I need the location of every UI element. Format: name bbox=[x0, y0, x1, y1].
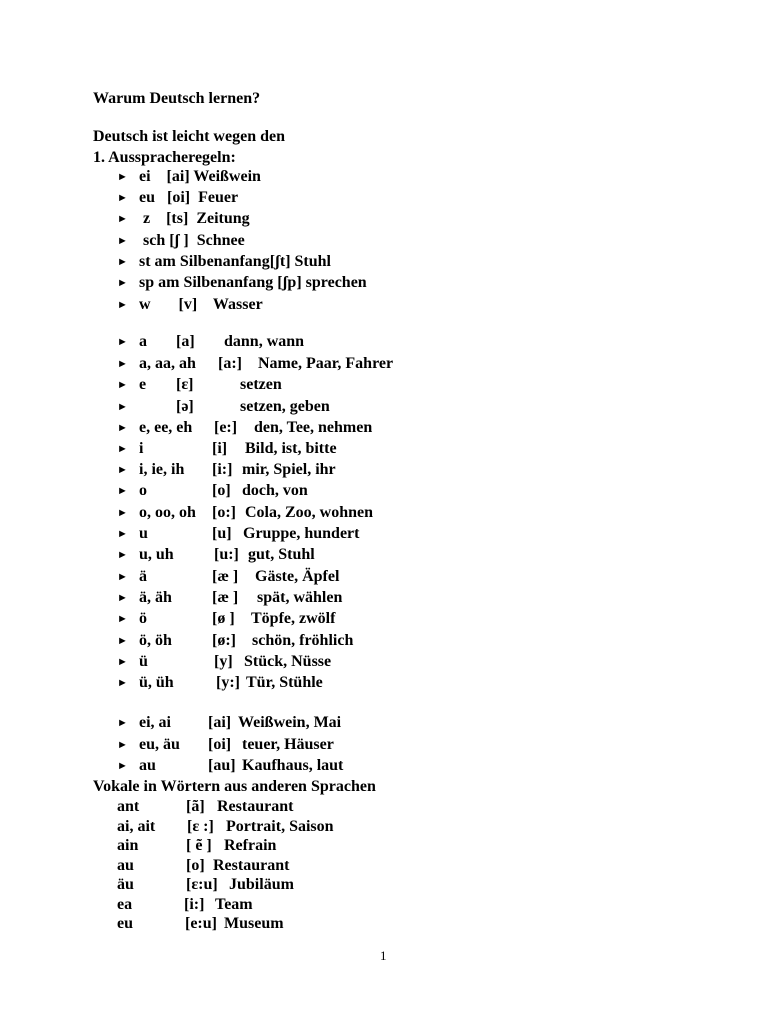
list-item: ► ei, ai [ai] Weißwein, Mai bbox=[117, 714, 342, 731]
list-item: ► u [u] Gruppe, hundert bbox=[117, 525, 360, 542]
bullet-icon: ► bbox=[117, 277, 128, 289]
list-item: ai, ait [ɛ :] Portrait, Saison bbox=[117, 818, 334, 835]
list-item: ant [ã] Restaurant bbox=[117, 798, 294, 815]
bullet-icon: ► bbox=[117, 571, 128, 583]
bullet-icon: ► bbox=[117, 613, 128, 625]
list-item: ► u, uh [u:] gut, Stuhl bbox=[117, 546, 315, 563]
list-item: ► au [au] Kaufhaus, laut bbox=[117, 757, 344, 774]
bullet-icon: ► bbox=[117, 592, 128, 604]
bullet-icon: ► bbox=[117, 235, 128, 247]
list-item: ea [i:] Team bbox=[117, 896, 253, 913]
list-item: ► e [ɛ] setzen bbox=[117, 376, 282, 393]
list-item: ► st am Silbenanfang[ʃt] Stuhl bbox=[117, 253, 331, 270]
list-item: ► w [v] Wasser bbox=[117, 296, 263, 313]
bullet-icon: ► bbox=[117, 358, 128, 370]
bullet-icon: ► bbox=[117, 507, 128, 519]
bullet-icon: ► bbox=[117, 256, 128, 268]
list-item: ► z [ts] Zeitung bbox=[117, 210, 250, 227]
list-item: eu [e:u] Museum bbox=[117, 915, 284, 932]
list-item: ► ü, üh [y:] Tür, Stühle bbox=[117, 674, 323, 691]
list-item: ► sp am Silbenanfang [ʃp] sprechen bbox=[117, 274, 367, 291]
page-title: Warum Deutsch lernen? bbox=[93, 90, 261, 107]
bullet-icon: ► bbox=[117, 464, 128, 476]
list-item: ► ä [æ ] Gäste, Äpfel bbox=[117, 568, 340, 585]
list-item: ► o, oo, oh [o:] Cola, Zoo, wohnen bbox=[117, 504, 374, 521]
list-item: ► sch [ʃ ] Schnee bbox=[117, 232, 245, 249]
bullet-icon: ► bbox=[117, 760, 128, 772]
list-item: ► [ə] setzen, geben bbox=[117, 398, 330, 415]
intro-text: Deutsch ist leicht wegen den bbox=[93, 128, 285, 145]
list-item: äu [ɛ:u] Jubiläum bbox=[117, 876, 294, 893]
bullet-icon: ► bbox=[117, 171, 128, 183]
bullet-icon: ► bbox=[117, 717, 128, 729]
list-item: ► ö, öh [ø:] schön, fröhlich bbox=[117, 632, 354, 649]
list-item: ► i, ie, ih [i:] mir, Spiel, ihr bbox=[117, 461, 336, 478]
page-number: 1 bbox=[380, 948, 387, 963]
bullet-icon: ► bbox=[117, 528, 128, 540]
bullet-icon: ► bbox=[117, 549, 128, 561]
list-item: ► eu [oi] Feuer bbox=[117, 189, 239, 206]
list-item: ► a [a] dann, wann bbox=[117, 333, 305, 350]
list-item: ► ö [ø ] Töpfe, zwölf bbox=[117, 610, 336, 627]
bullet-icon: ► bbox=[117, 485, 128, 497]
bullet-icon: ► bbox=[117, 379, 128, 391]
bullet-icon: ► bbox=[117, 656, 128, 668]
bullet-icon: ► bbox=[117, 677, 128, 689]
bullet-icon: ► bbox=[117, 739, 128, 751]
bullet-icon: ► bbox=[117, 192, 128, 204]
list-item: ain [ ẽ ] Refrain bbox=[117, 837, 277, 854]
bullet-icon: ► bbox=[117, 443, 128, 455]
list-item: ► o [o] doch, von bbox=[117, 482, 308, 499]
list-item: ► eu, äu [oi] teuer, Häuser bbox=[117, 736, 334, 753]
bullet-icon: ► bbox=[117, 401, 128, 413]
bullet-icon: ► bbox=[117, 422, 128, 434]
list-item: ► ei [ai] Weißwein bbox=[117, 168, 261, 185]
list-item: ► ü [y] Stück, Nüsse bbox=[117, 653, 332, 670]
list-item: ► e, ee, eh [e:] den, Tee, nehmen bbox=[117, 419, 373, 436]
list-item: ► ä, äh [æ ] spät, wählen bbox=[117, 589, 343, 606]
foreign-heading: Vokale in Wörtern aus anderen Sprachen bbox=[93, 778, 376, 795]
bullet-icon: ► bbox=[117, 299, 128, 311]
list-item: ► i [i] Bild, ist, bitte bbox=[117, 440, 337, 457]
section-heading: 1. Ausspracheregeln: bbox=[93, 149, 236, 166]
list-item: au [o] Restaurant bbox=[117, 857, 290, 874]
bullet-icon: ► bbox=[117, 635, 128, 647]
bullet-icon: ► bbox=[117, 213, 128, 225]
list-item: ► a, aa, ah [a:] Name, Paar, Fahrer bbox=[117, 355, 394, 372]
bullet-icon: ► bbox=[117, 336, 128, 348]
